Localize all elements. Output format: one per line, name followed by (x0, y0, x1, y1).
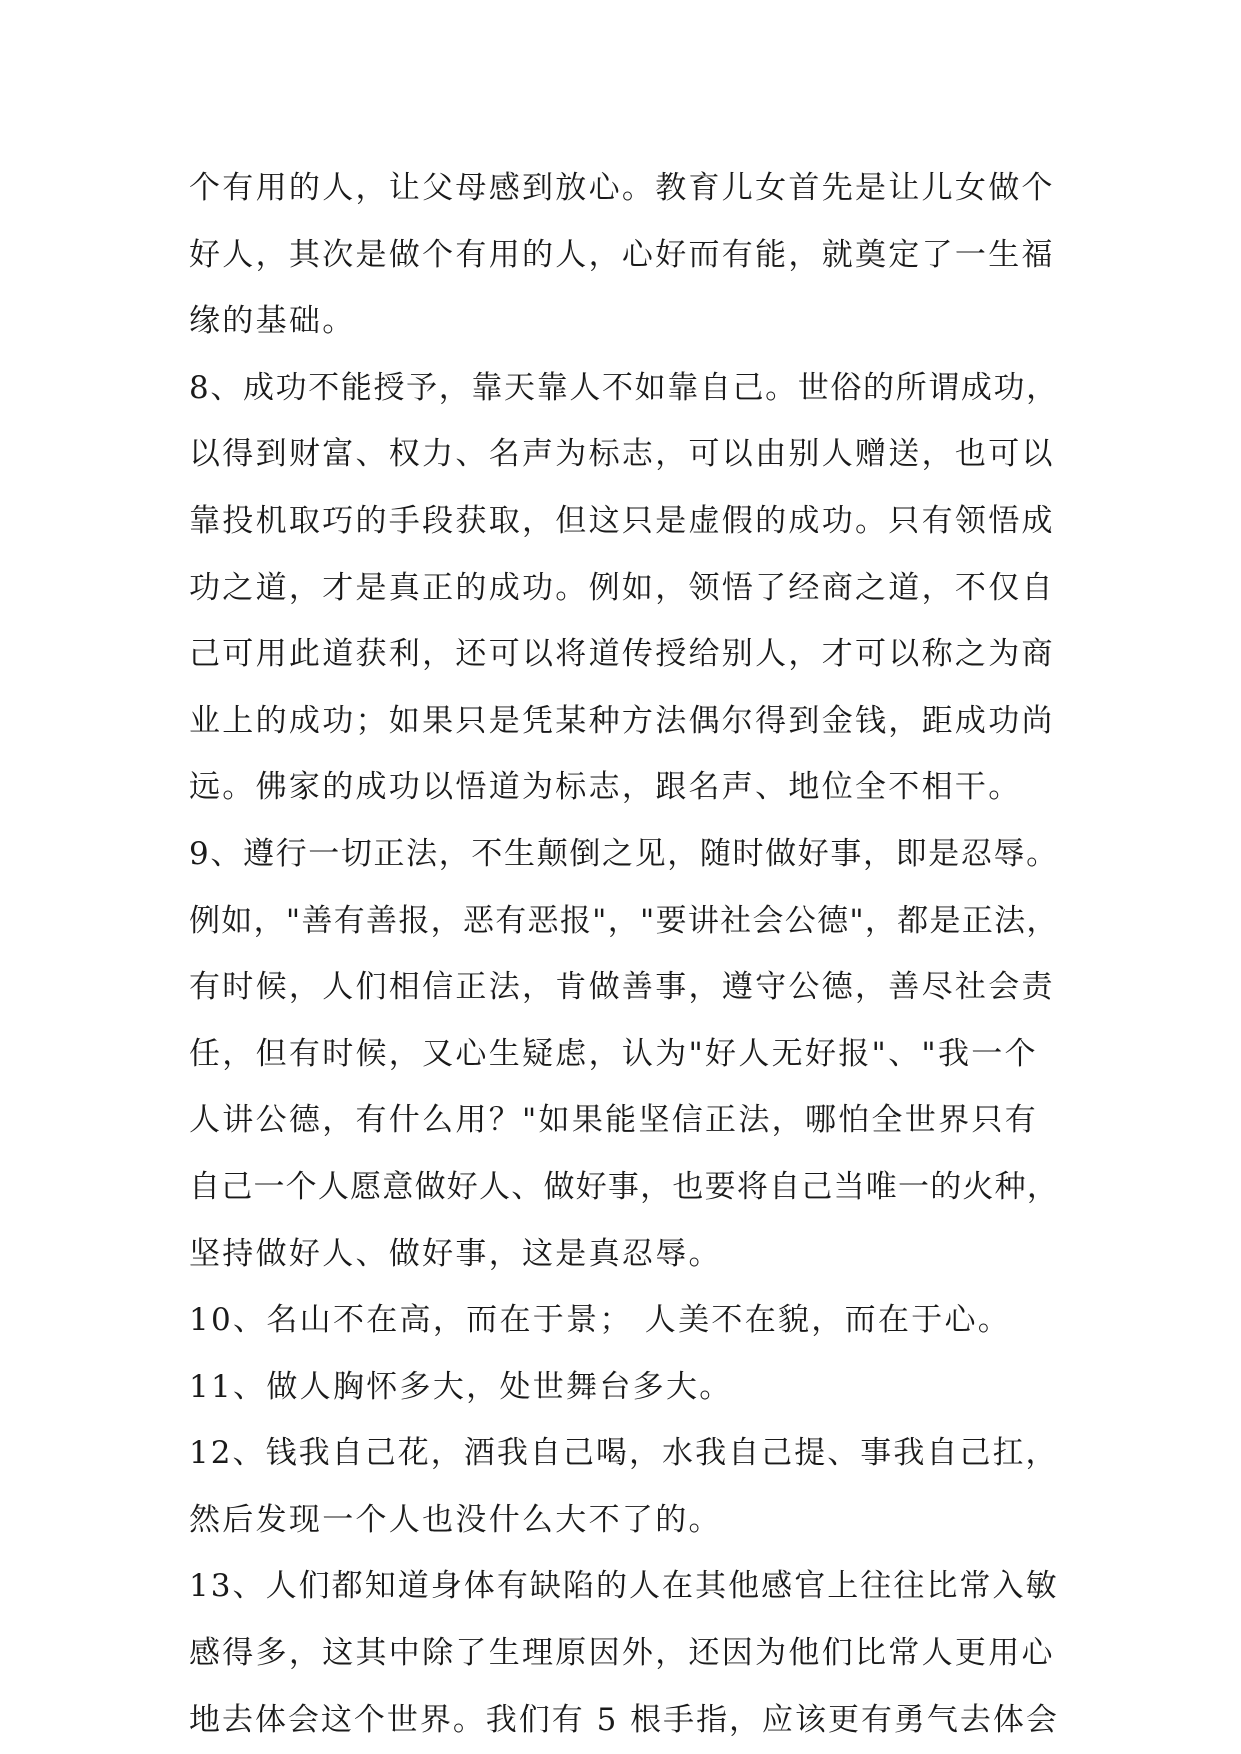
text-line: 业上的成功；如果只是凭某种方法偶尔得到金钱，距成功尚 (189, 702, 1055, 739)
text-line: 9、遵行一切正法，不生颠倒之见，随时做好事，即是忍辱。 (189, 835, 1059, 872)
text-line: 功之道，才是真正的成功。例如，领悟了经商之道，不仅自 (189, 569, 1055, 606)
text-line: 好人，其次是做个有用的人，心好而有能，就奠定了一生福 (189, 236, 1055, 273)
text-line: 8、成功不能授予，靠天靠人不如靠自己。世俗的所谓成功， (189, 369, 1059, 406)
text-line: 13、人们都知道身体有缺陷的人在其他感官上往往比常入敏 (189, 1568, 1059, 1605)
text-line: 个有用的人，让父母感到放心。教育儿女首先是让儿女做个 (189, 170, 1055, 206)
text-line: 自己一个人愿意做好人、做好事，也要将自己当唯一的火种， (189, 1168, 1060, 1205)
text-line: 缘的基础。 (189, 303, 356, 340)
text-line: 以得到财富、权力、名声为标志，可以由别人赠送，也可以 (189, 436, 1055, 473)
text-line: 例如，"善有善报，恶有恶报"，"要讲社会公德"，都是正法， (189, 902, 1059, 939)
text-line: 然后发现一个人也没什么大不了的。 (189, 1501, 722, 1538)
text-line: 远。佛家的成功以悟道为标志，跟名声、地位全不相干。 (189, 769, 1022, 806)
document-body (189, 155, 1059, 1753)
text-line: 感得多，这其中除了生理原因外，还因为他们比常人更用心 (189, 1635, 1055, 1672)
text-line: 10、名山不在高，而在于景； 人美不在貌，而在于心。 (189, 1302, 1012, 1339)
text-line: 地去体会这个世界。我们有 5 根手指，应该更有勇气去体会 (189, 1701, 1059, 1738)
text-line: 坚持做好人、做好事，这是真忍辱。 (189, 1235, 722, 1272)
text-line: 己可用此道获利，还可以将道传授给别人，才可以称之为商 (189, 636, 1055, 673)
text-line: 人讲公德，有什么用？"如果能坚信正法，哪怕全世界只有 (189, 1102, 1039, 1139)
text-line: 靠投机取巧的手段获取，但这只是虚假的成功。只有领悟成 (189, 502, 1055, 539)
text-line: 有时候，人们相信正法，肯做善事，遵守公德，善尽社会责 (189, 969, 1055, 1006)
text-line: 任，但有时候，又心生疑虑，认为"好人无好报"、"我一个 (189, 1035, 1038, 1072)
text-line: 12、钱我自己花，酒我自己喝，水我自己提、事我自己扛， (189, 1435, 1059, 1472)
text-line: 11、做人胸怀多大，处世舞台多大。 (189, 1368, 733, 1405)
